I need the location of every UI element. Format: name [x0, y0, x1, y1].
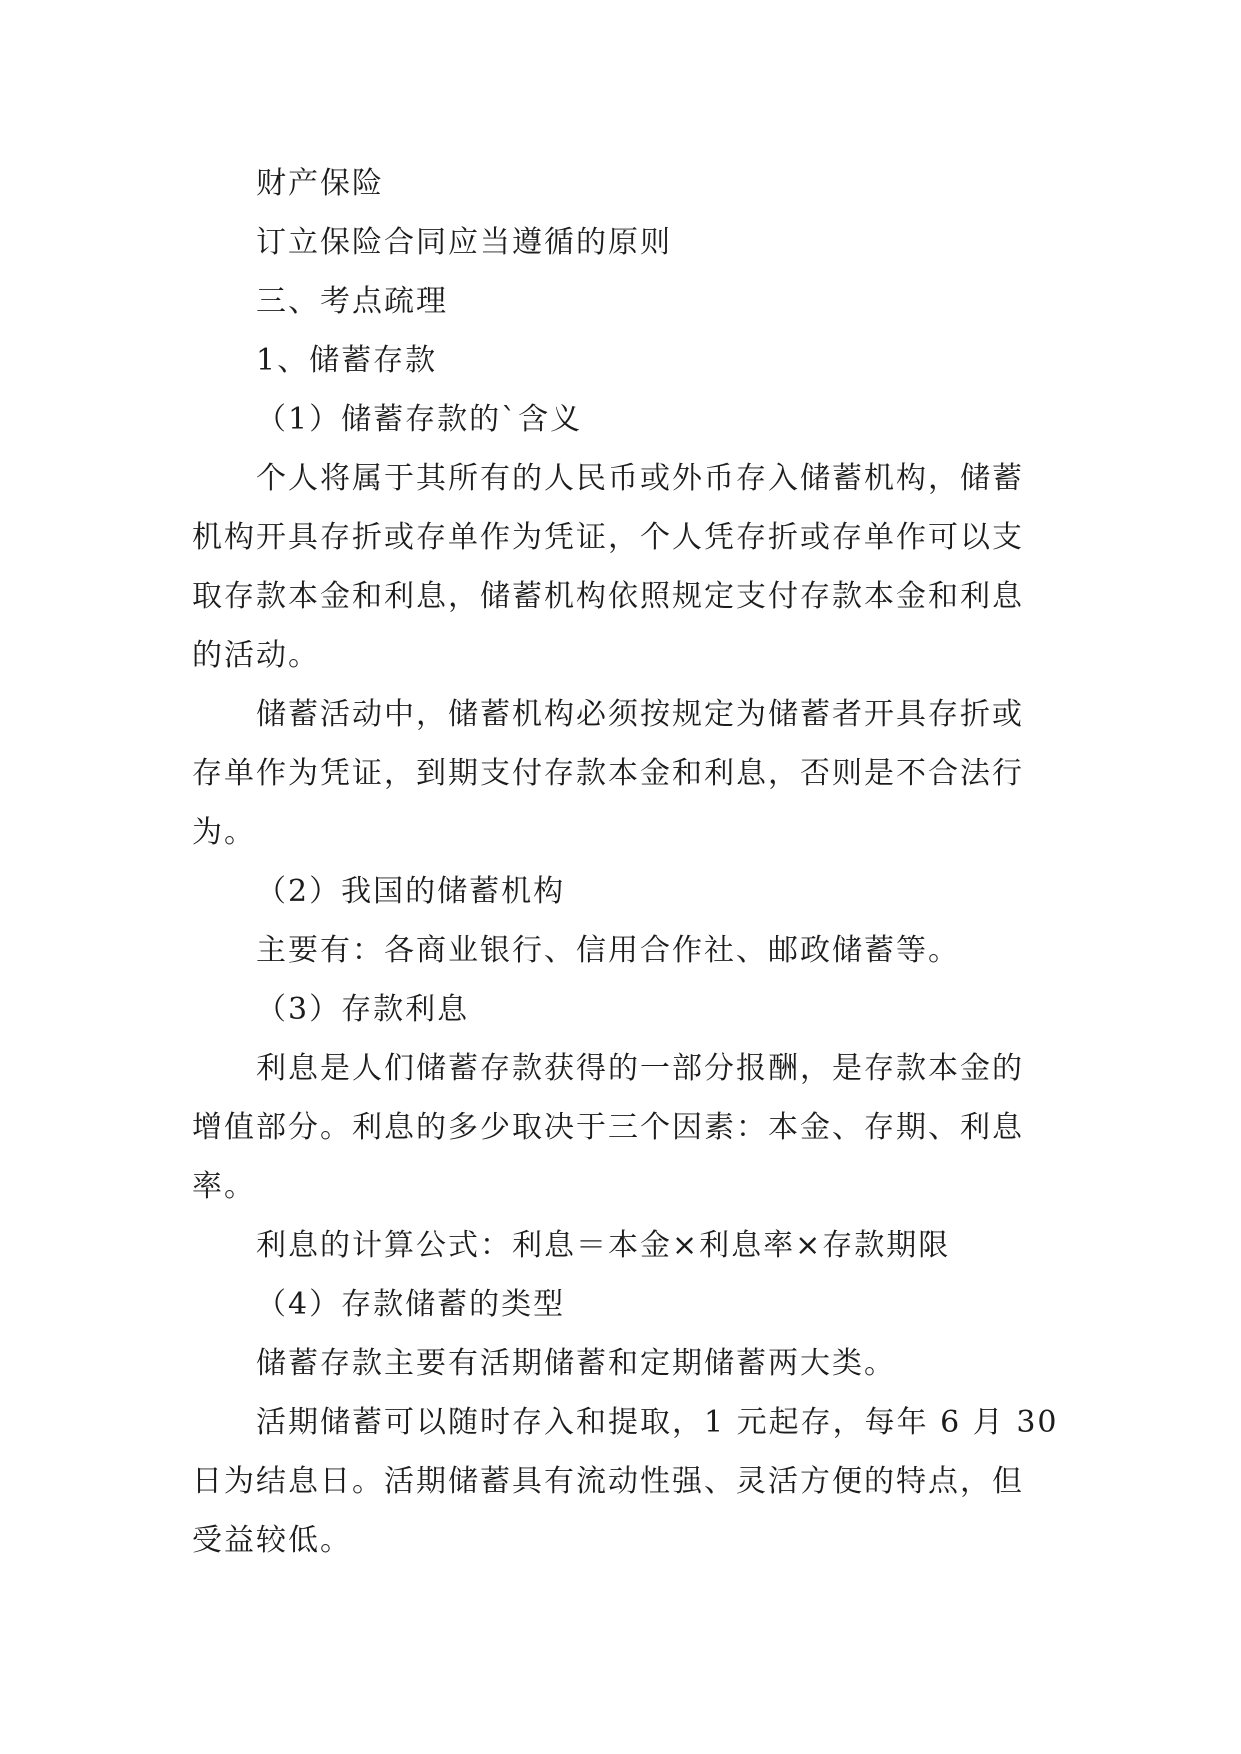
paragraph-line: 取存款本金和利息，储蓄机构依照规定支付存款本金和利息: [192, 579, 1024, 614]
subheading-1: （1）储蓄存款的`含义: [256, 402, 583, 437]
paragraph-interest-definition: [192, 1039, 1048, 1216]
paragraph-line: 储蓄活动中，储蓄机构必须按规定为储蓄者开具存折或: [256, 697, 1024, 732]
subheading-4: （4）存款储蓄的类型: [256, 1287, 566, 1322]
paragraph-savings-types: 储蓄存款主要有活期储蓄和定期储蓄两大类。: [256, 1346, 896, 1381]
paragraph-line: 日为结息日。活期储蓄具有流动性强、灵活方便的特点，但: [192, 1464, 1024, 1499]
heading-property-insurance: 财产保险: [256, 166, 384, 201]
paragraph-line: 率。: [192, 1169, 256, 1204]
paragraph-line: 受益较低。: [192, 1523, 352, 1558]
paragraph-line: 活期储蓄可以随时存入和提取，1 元起存，每年 6 月 30: [256, 1405, 1059, 1440]
paragraph-demand-savings: [192, 1393, 1059, 1570]
paragraph-savings-activity: [192, 685, 1048, 862]
paragraph-line: 存单作为凭证，到期支付存款本金和利息，否则是不合法行: [192, 756, 1024, 791]
paragraph-line: 增值部分。利息的多少取决于三个因素：本金、存期、利息: [192, 1110, 1024, 1145]
subheading-3: （3）存款利息: [256, 992, 470, 1027]
subheading-2: （2）我国的储蓄机构: [256, 874, 566, 909]
paragraph-savings-definition: [192, 449, 1048, 685]
paragraph-line: 的活动。: [192, 638, 320, 673]
paragraph-line: 个人将属于其所有的人民币或外币存入储蓄机构，储蓄: [256, 461, 1024, 496]
paragraph-line: 利息是人们储蓄存款获得的一部分报酬，是存款本金的: [256, 1051, 1024, 1086]
section-heading-3: 三、考点疏理: [256, 284, 448, 319]
paragraph-savings-institutions: 主要有：各商业银行、信用合作社、邮政储蓄等。: [256, 933, 960, 968]
paragraph-line: 为。: [192, 815, 256, 850]
paragraph-line: 机构开具存折或存单作为凭证，个人凭存折或存单作可以支: [192, 520, 1024, 555]
document-page: [192, 154, 1059, 1570]
heading-contract-principles: 订立保险合同应当遵循的原则: [256, 225, 672, 260]
item-heading-1: 1、储蓄存款: [256, 343, 438, 378]
paragraph-interest-formula: 利息的计算公式：利息＝本金×利息率×存款期限: [256, 1228, 951, 1263]
